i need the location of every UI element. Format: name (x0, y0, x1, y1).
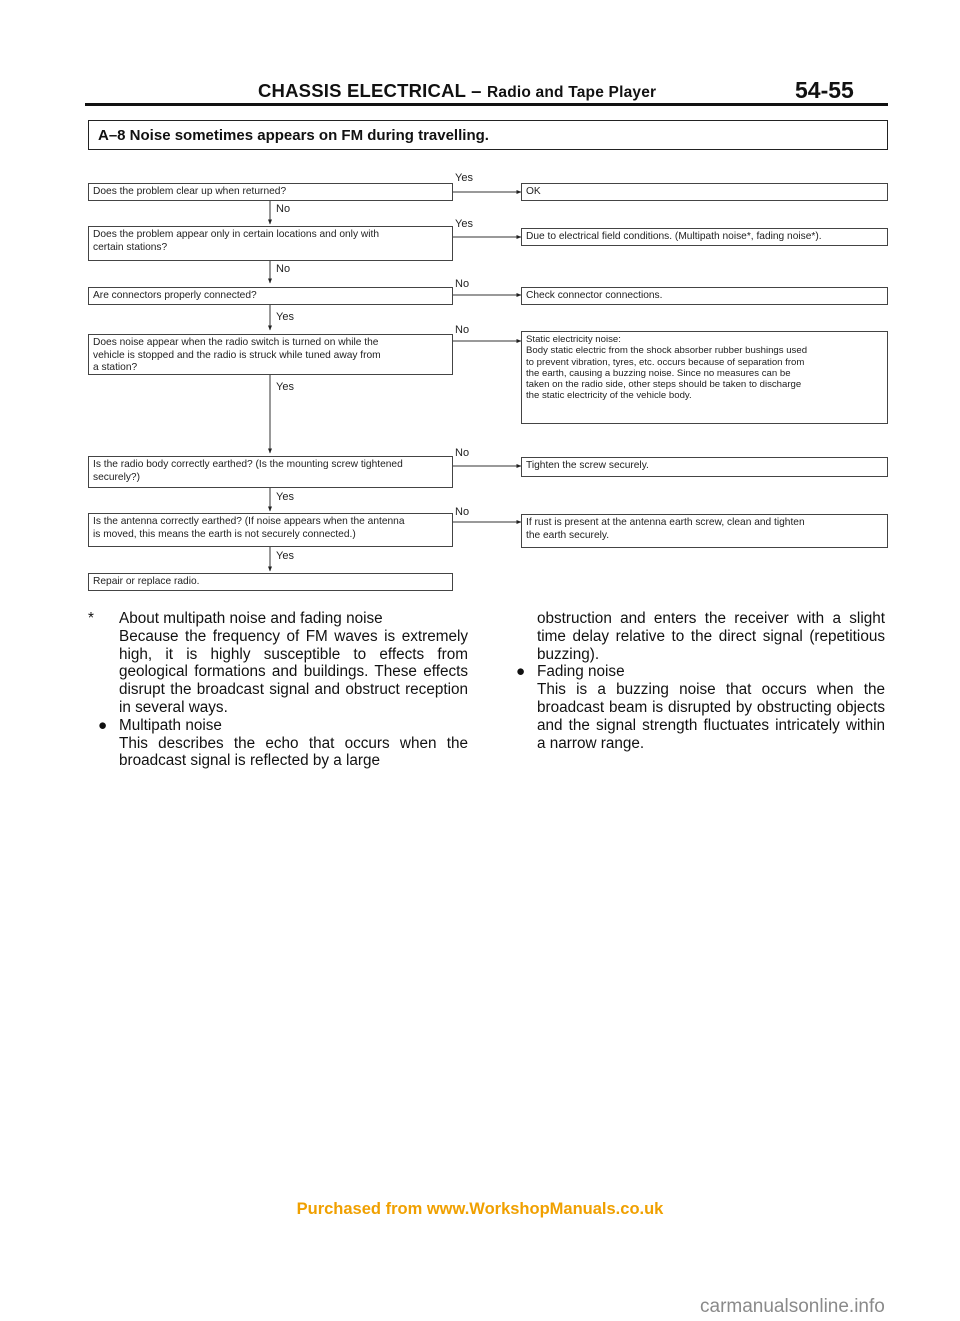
footnote-intro: Because the frequency of FM waves is extremely high, it is highly susceptible to effects from geological formations and buildings. These effects disrupt the broadcast signal and obstruct reception in several ways. (119, 627, 468, 716)
branch-label-q3: No (455, 278, 470, 290)
purchase-footer: Purchased from www.WorkshopManuals.co.uk (296, 1200, 664, 1218)
site-watermark: carmanualsonline.info (700, 1296, 885, 1317)
branch-label-q5: No (455, 447, 470, 459)
fading-text: This is a buzzing noise that occurs when the broadcast beam is disrupted by obstructing objects and the signal strength fluctuates intricately within a narrow range. (537, 681, 885, 752)
multipath-title: Multipath noise (119, 716, 222, 734)
procedure-title: A–8 Noise sometimes appears on FM during travelling. (98, 127, 489, 144)
down-label-q4: Yes (276, 381, 294, 393)
bullet-icon: ● (516, 663, 526, 681)
down-label-q6: Yes (276, 550, 294, 562)
result-box-4: Static electricity noise: Body static electric from the shock absorber rubber bushings used to prevent vibration, tyres, etc. occurs because of separation from the earth, causing a buzzing noise. Since no measures can be taken on the radio side, other steps should be taken to discharge the static electricity of the vehicle body. (521, 331, 888, 424)
multipath-text-continued: obstruction and enters the receiver with a slight time delay relative to the direct signal (repetitious buzzing). (537, 610, 885, 663)
question-box-5: Is the radio body correctly earthed? (Is the mounting screw tightened securely?) (88, 456, 453, 488)
down-label-q2: No (276, 263, 291, 275)
question-box-4: Does noise appear when the radio switch is turned on while the vehicle is stopped and the radio is struck while tuned away from a station? (88, 334, 453, 375)
branch-label-q6: No (455, 506, 470, 518)
page-number: 54-55 (795, 77, 854, 103)
branch-label-q2: Yes (455, 218, 473, 230)
result-box-3: Check connector connections. (521, 287, 888, 305)
header-dash: – (465, 80, 487, 101)
footnote-asterisk: * (88, 610, 94, 627)
question-box-2: Does the problem appear only in certain locations and only with certain stations? (88, 226, 453, 261)
down-label-q3: Yes (276, 311, 294, 323)
result-box-6: If rust is present at the antenna earth screw, clean and tighten the earth securely. (521, 514, 888, 548)
bullet-icon: ● (98, 716, 108, 734)
subsection-title: Radio and Tape Player (486, 84, 657, 101)
multipath-bullet-item (88, 717, 468, 735)
section-title: CHASSIS ELECTRICAL (258, 80, 466, 101)
fading-bullet-item (516, 663, 885, 681)
down-label-q1: No (276, 203, 291, 215)
footnote-right-column (516, 610, 885, 752)
footnote-left-column (88, 610, 468, 770)
result-box-1: OK (521, 183, 888, 201)
question-box-6: Is the antenna correctly earthed? (If noise appears when the antenna is moved, this means the earth is not securely connected.) (88, 513, 453, 547)
question-box-3: Are connectors properly connected? (88, 287, 453, 305)
result-box-2: Due to electrical field conditions. (Multipath noise*, fading noise*). (521, 228, 888, 246)
final-action-box: Repair or replace radio. (88, 573, 453, 591)
result-box-5: Tighten the screw securely. (521, 457, 888, 477)
down-label-q5: Yes (276, 491, 294, 503)
branch-label-q4: No (455, 324, 470, 336)
fading-title: Fading noise (537, 663, 625, 681)
multipath-text: This describes the echo that occurs when the broadcast signal is reflected by a large (119, 734, 468, 770)
question-box-1: Does the problem clear up when returned? (88, 183, 453, 201)
footnote-heading: About multipath noise and fading noise (119, 610, 383, 627)
branch-label-q1: Yes (455, 172, 473, 184)
